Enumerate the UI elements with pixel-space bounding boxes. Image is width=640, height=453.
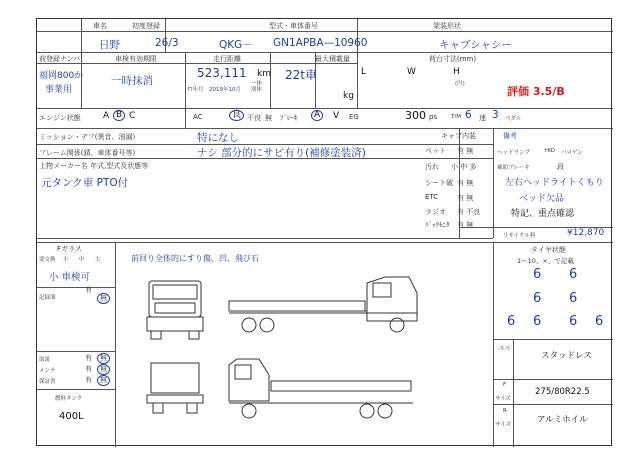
ac-good: 良 — [229, 110, 244, 121]
cab-item-dirt-label: 汚れ — [425, 163, 439, 171]
truck-front-view — [147, 281, 203, 339]
cab-item-radio-value: 有 不良 — [457, 208, 481, 216]
cab-item-etc-label: ETC — [425, 193, 439, 201]
tm-unit: 速 — [479, 114, 486, 122]
capacity-label: 最大積載量 — [315, 55, 350, 63]
spare-label: スペ — [499, 346, 511, 352]
tm-value: 6 — [465, 109, 472, 121]
front-size-label: サイズ — [495, 396, 512, 402]
ac-label: AC — [193, 113, 203, 121]
dim-h-note: (円) — [455, 81, 465, 87]
frame-value: ナシ 部分的にサビ有り(補修塗装済) — [197, 147, 366, 159]
body-maker-value: 元タンク車 PTO付 — [41, 177, 129, 189]
mileage-value: 523,111 — [197, 66, 247, 80]
spare-value: スタッドレス — [541, 351, 592, 361]
fuel-label: 燃料タンク — [55, 396, 83, 402]
meter-type-flag: 一体 別体 — [251, 81, 263, 93]
rating-value: 評価 3.5/B — [507, 85, 565, 98]
rear-label: R — [503, 408, 507, 414]
truck-side-view — [229, 277, 417, 332]
cab-title: キャブ内装 — [441, 132, 476, 140]
aux-brake-value: 段 — [557, 163, 564, 171]
inspection-label: 車検有効期限 — [115, 55, 157, 63]
truck-rear-view — [147, 363, 203, 413]
glass-opt-mid: 中 — [79, 257, 85, 263]
meter-date-label: ﾀｺ年月 — [187, 87, 204, 93]
damage-note: 前回り全体的にすり傷、凹、飛び石 — [131, 254, 259, 263]
dim-l-label: L — [361, 67, 367, 77]
model-code-value: QKG－ — [219, 39, 253, 51]
tm-label: T/M — [451, 114, 461, 120]
recycle-value: ¥12,870 — [567, 228, 605, 238]
maint-has: 有 — [85, 365, 92, 373]
manual-label: 取説 — [39, 357, 51, 363]
tire-6: 6 — [533, 314, 542, 329]
engine-label: エンジン状態 — [39, 114, 81, 122]
warranty-label: 保証書 — [39, 379, 56, 385]
tire-2: 6 — [569, 267, 578, 282]
cab-item-monitor-value: 有 無 — [457, 221, 474, 229]
mission-value: 特になし — [197, 132, 239, 144]
cab-item-seat-value: 有 無 — [457, 179, 474, 187]
cab-item-pet-value: 有 無 — [457, 147, 474, 155]
mission-label: ミッション・デフ(異音、油漏) — [39, 133, 136, 141]
remark-1: 左右ヘッドライトくもり — [505, 178, 604, 188]
rear-size-label: サイズ — [495, 422, 512, 428]
record-none: 無 — [97, 293, 110, 304]
pedal-value: 3 — [492, 109, 499, 121]
first-reg-label: 初度登録 — [132, 22, 160, 30]
tire-8: 6 — [595, 314, 604, 329]
cab-item-seat-label: シート破 — [425, 179, 453, 187]
frame-label: フレーム関係(錆、車体番号等) — [39, 149, 136, 157]
maint-none: 無 — [97, 364, 110, 375]
plate-line1: 福岡800か — [39, 71, 84, 81]
truck-diagram — [117, 263, 491, 445]
engine-grade-b: B — [113, 110, 125, 121]
brake-label: ﾌﾞﾚｰｷ — [280, 114, 298, 122]
fuel-value: 400L — [59, 411, 84, 422]
glass-label: Fガラス — [57, 245, 82, 253]
capacity-unit: kg — [343, 91, 354, 101]
engine-grade-c: C — [129, 111, 136, 121]
chassis-no-value: GN1APBA—10960 — [273, 37, 368, 49]
first-reg-value: 26/3 — [155, 37, 179, 49]
tire-7: 6 — [569, 314, 578, 329]
body-type-label: 架装形状 — [433, 22, 461, 30]
tire-title: タイヤ状態 — [531, 246, 566, 254]
headlamp-halogen: ハロゲン — [561, 150, 583, 156]
maker-label: 車名 — [93, 22, 107, 30]
maker-value: 日野 — [99, 39, 120, 51]
warranty-none: 無 — [97, 375, 110, 386]
tire-5: 6 — [507, 314, 516, 329]
front-label: F — [503, 382, 507, 388]
maint-label: メンテ — [39, 368, 56, 374]
tire-4: 6 — [569, 291, 578, 306]
dims-label: 荷台寸法(mm) — [429, 55, 477, 63]
rear-value: アルミホイル — [537, 415, 588, 425]
glass-opt-small: 小 — [63, 257, 69, 263]
mileage-label: 走行距離 — [213, 55, 241, 63]
cab-item-monitor-label: ﾊﾞｯｸﾓﾆﾀ — [425, 221, 450, 229]
headlamp-hid: HID — [545, 148, 555, 154]
pedal-unit: ペダル — [505, 116, 522, 122]
cab-item-pet-label: ペット — [425, 147, 446, 155]
dim-w-label: W — [407, 67, 416, 77]
headlamp-label: ヘッドランプ — [497, 150, 531, 156]
cab-item-dirt-value: 小 中 多 — [451, 163, 477, 171]
mileage-unit: km — [257, 69, 271, 79]
eg-unit: ps — [429, 113, 438, 121]
tire-3: 6 — [533, 291, 542, 306]
manual-none: 無 — [97, 353, 110, 364]
warranty-has: 有 — [85, 376, 92, 384]
glass-opt-replace: 要交換 — [39, 257, 56, 263]
manual-has: 有 — [85, 354, 92, 362]
front-size-value: 275/80R22.5 — [535, 387, 590, 397]
dim-h-label: H — [453, 67, 460, 77]
record-label: 記録簿 — [39, 295, 56, 301]
remark-2: ベッド欠品 — [519, 194, 565, 204]
glass-opt-large: 大 — [95, 257, 101, 263]
ac-bad: 不良 — [247, 114, 261, 122]
remark-3: 特記、重点確認 — [511, 209, 575, 219]
aux-brake-label: 補助ブレーキ — [497, 165, 530, 171]
cab-item-etc-value: 有 無 — [457, 194, 474, 202]
tire-1: 6 — [533, 267, 542, 282]
recycle-label: リサイクル料 — [503, 233, 536, 239]
meter-date-value: 2019年10月 — [209, 87, 241, 93]
eg-label: EG — [349, 113, 359, 121]
ac-none: 無 — [265, 114, 272, 122]
capacity-value: 22t車 — [285, 68, 317, 82]
glass-value: 小 車検可 — [49, 272, 91, 283]
remarks-label: 備考 — [503, 132, 517, 140]
truck-side-view-2 — [229, 359, 413, 418]
inspection-sheet — [36, 18, 612, 446]
body-type-value: キャブシャシー — [439, 39, 512, 51]
record-has: 有 — [85, 286, 92, 294]
tire-subtitle: 1〜10、×、で記載 — [517, 257, 574, 265]
eg-value: 300 — [405, 109, 426, 122]
cab-item-radio-label: ラジオ — [425, 208, 446, 216]
brake-a: A — [311, 110, 323, 121]
inspection-value: 一時抹消 — [111, 75, 153, 87]
engine-grade-a: A — [103, 111, 110, 121]
body-maker-label: 上物メーカー名 年式,型式及状態等 — [39, 162, 149, 170]
brake-v: V — [333, 111, 340, 121]
plate-label: 前登録ナンバ — [39, 55, 81, 63]
model-label: 型式・車体番号 — [269, 22, 318, 30]
plate-line2: 事業用 — [45, 85, 73, 95]
